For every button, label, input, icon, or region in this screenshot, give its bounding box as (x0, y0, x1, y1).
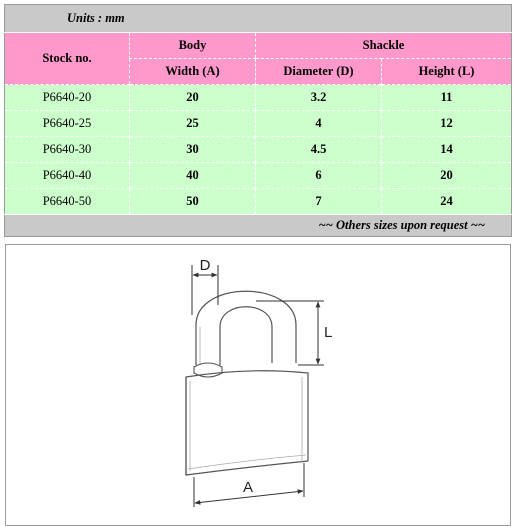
cell-width: 40 (130, 163, 256, 189)
units-label: Units : mm (5, 5, 512, 33)
cell-diameter: 4 (256, 111, 382, 137)
cell-height: 24 (382, 189, 512, 215)
table-row (5, 137, 512, 163)
footer-row (5, 215, 512, 237)
cell-stock: P6640-30 (5, 137, 130, 163)
cell-height: 12 (382, 111, 512, 137)
cell-height: 20 (382, 163, 512, 189)
cell-width: 25 (130, 111, 256, 137)
header-row-group (5, 33, 512, 59)
cell-diameter: 4.5 (256, 137, 382, 163)
cell-stock: P6640-50 (5, 189, 130, 215)
cell-diameter: 3.2 (256, 85, 382, 111)
cell-width: 50 (130, 189, 256, 215)
dimension-l (256, 301, 324, 365)
footer-note: ~~ Others sizes upon request ~~ (5, 215, 512, 237)
cell-stock: P6640-20 (5, 85, 130, 111)
padlock-drawing (6, 245, 510, 525)
shackle (196, 291, 296, 365)
cell-stock: P6640-25 (5, 111, 130, 137)
dimension-l-label: L (324, 324, 333, 341)
units-row (5, 5, 512, 33)
header-width: Width (A) (130, 59, 256, 85)
dimension-d-label: D (199, 257, 211, 274)
cell-stock: P6640-40 (5, 163, 130, 189)
cell-diameter: 6 (256, 163, 382, 189)
cell-height: 14 (382, 137, 512, 163)
dimension-a-label: A (243, 479, 254, 496)
cell-height: 11 (382, 85, 512, 111)
cell-diameter: 7 (256, 189, 382, 215)
table-row (5, 111, 512, 137)
header-body: Body (130, 33, 256, 59)
cell-width: 30 (130, 137, 256, 163)
cell-width: 20 (130, 85, 256, 111)
padlock-body (186, 371, 308, 475)
table-row (5, 189, 512, 215)
padlock-drawing-panel (5, 244, 511, 526)
table-row (5, 163, 512, 189)
padlock-spec-table (4, 4, 512, 237)
header-shackle: Shackle (256, 33, 512, 59)
table-row (5, 85, 512, 111)
header-diameter: Diameter (D) (256, 59, 382, 85)
header-height: Height (L) (382, 59, 512, 85)
header-stock-no: Stock no. (5, 33, 130, 85)
